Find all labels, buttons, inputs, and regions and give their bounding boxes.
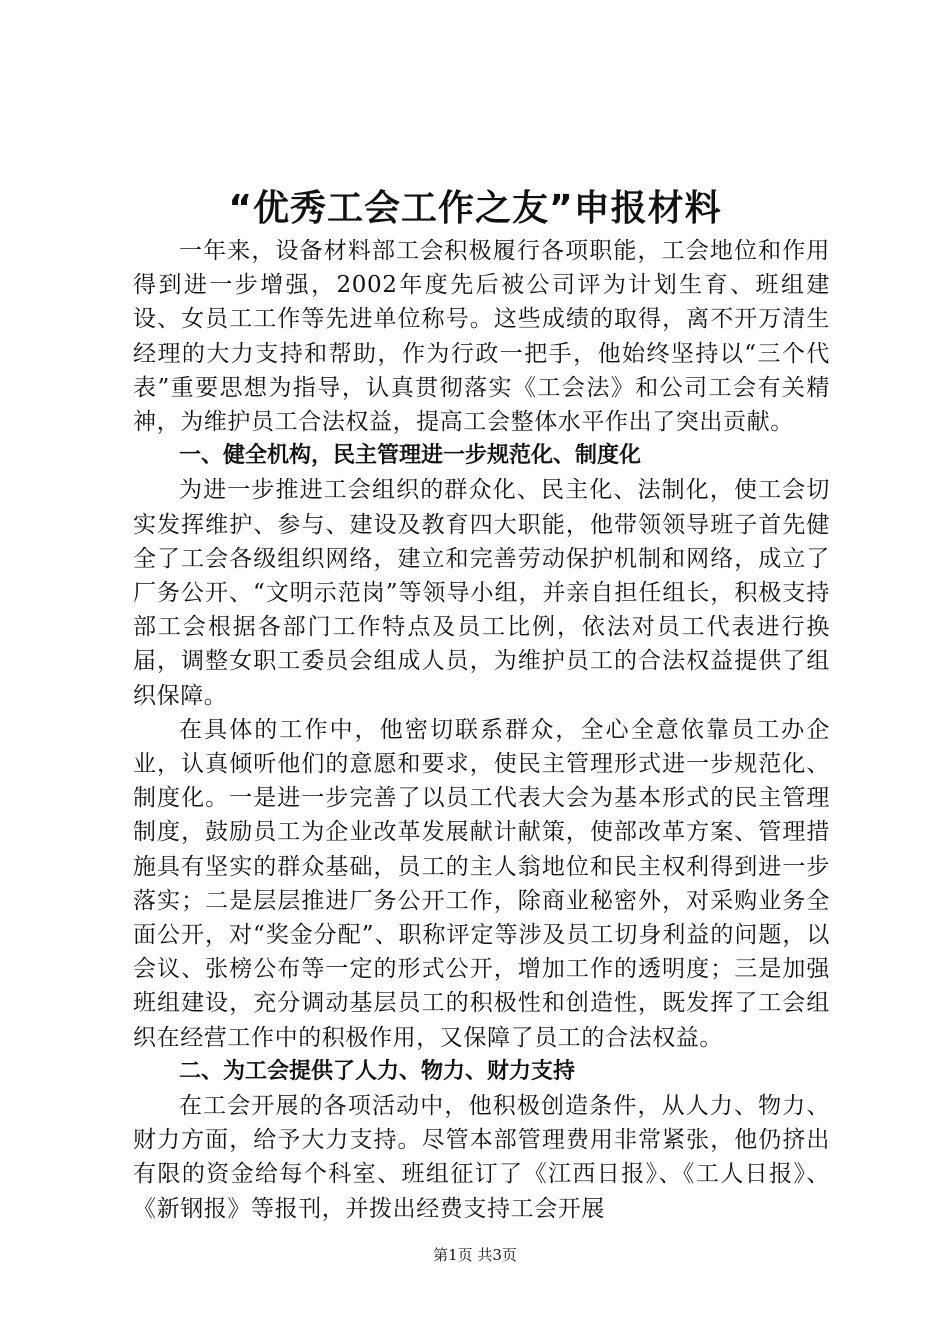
section-heading-1: 一、健全机构，民主管理进一步规范化、制度化 [179, 443, 642, 469]
page-number-footer: 第1页 共3页 [433, 1246, 517, 1264]
section-2-paragraph-1: 在工会开展的各项活动中，他积极创造条件，从人力、物力、财力方面，给予大力支持。尽管本部管理费用非常紧张，他仍挤出有限的资金给每个科室、班组征订了《江西日报》、《工人日报》、《新钢报》等报刊，并拨出经费支持工会开展 [133, 1093, 830, 1222]
document-body [133, 234, 830, 1226]
section-1-paragraph-2: 在具体的工作中，他密切联系群众，全心全意依靠员工办企业，认真倾听他们的意愿和要求，使民主管理形式进一步规范化、制度化。一是进一步完善了以员工代表大会为基本形式的民主管理制度，鼓励员工为企业改革发展献计献策，使部改革方案、管理措施具有坚实的群众基础，员工的主人翁地位和民主权利得到进一步落实；二是层层推进厂务公开工作，除商业秘密外，对采购业务全面公开，对“奖金分配”、职称评定等涉及员工切身利益的问题，以会议、张榜公布等一定的形式公开，增加工作的透明度；三是加强班组建设，充分调动基层员工的积极性和创造性，既发挥了工会组织在经营工作中的积极作用，又保障了员工的合法权益。 [133, 716, 830, 1051]
section-heading-2: 二、为工会提供了人力、物力、财力支持 [179, 1058, 576, 1084]
intro-paragraph: 一年来，设备材料部工会积极履行各项职能，工会地位和作用得到进一步增强，2002年度先后被公司评为计划生育、班组建设、女员工工作等先进单位称号。这些成绩的取得，离不开万清生经理的大力支持和帮助，作为行政一把手，他始终坚持以“三个代表”重要思想为指导，认真贯彻落实《工会法》和公司工会有关精神，为维护员工合法权益，提高工会整体水平作出了突出贡献。 [133, 238, 830, 436]
section-1-paragraph-1: 为进一步推进工会组织的群众化、民主化、法制化，使工会切实发挥维护、参与、建设及教育四大职能，他带领领导班子首先健全了工会各级组织网络，建立和完善劳动保护机制和网络，成立了厂务公开、“文明示范岗”等领导小组，并亲自担任组长，积极支持部工会根据各部门工作特点及员工比例，依法对员工代表进行换届，调整女职工委员会组成人员，为维护员工的合法权益提供了组织保障。 [133, 477, 830, 709]
document-title: “优秀工会工作之友”申报材料 [228, 188, 722, 229]
